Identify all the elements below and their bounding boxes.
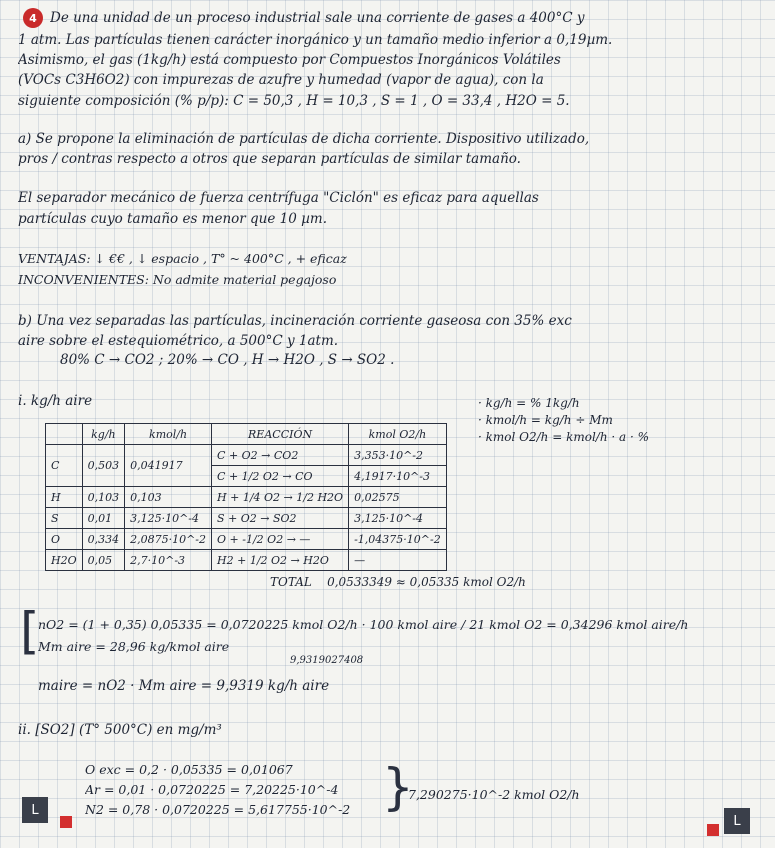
table-cell: 0,334 — [82, 529, 125, 550]
table-row — [46, 550, 447, 571]
left-brace: [ — [20, 602, 40, 660]
red-marker-icon — [60, 816, 72, 828]
table-row — [46, 529, 447, 550]
maire-label: maire = nO2 · Mm aire = — [38, 678, 217, 694]
ventajas-line: VENTAJAS: ↓ €€ , ↓ espacio , T° ~ 400°C , + eficaz — [18, 251, 347, 266]
table-header: kmol/h — [125, 424, 212, 445]
part-a-line-2: pros / contras respecto a otros que separan partículas de similar tamaño. — [18, 151, 521, 167]
table-row — [46, 487, 447, 508]
problem-number-badge: 4 — [23, 8, 43, 28]
table-total — [270, 575, 526, 589]
table-cell: — — [349, 550, 447, 571]
exc-total: 7,290275·10^-2 kmol O2/h — [408, 787, 580, 802]
corner-icon[interactable]: L — [724, 808, 750, 834]
table-header — [46, 424, 83, 445]
exc-line-2: Ar = 0,01 · 0,0720225 = 7,20225·10^-4 — [85, 782, 339, 797]
table-row — [46, 445, 447, 466]
right-brace: } — [382, 758, 414, 816]
table-cell: 0,503 — [82, 445, 125, 487]
table-header: kmol O2/h — [349, 424, 447, 445]
part-a-line-4: partículas cuyo tamaño es menor que 10 µm. — [18, 211, 327, 227]
part-b-line-2: aire sobre el estequiométrico, a 500°C y 1atm. — [18, 333, 339, 349]
section-ii-title: ii. [SO2] (T° 500°C) en mg/m³ — [18, 722, 222, 738]
intro-line-2: 1 atm. Las partículas tienen carácter inorgánico y un tamaño medio inferior a 0,19µm. — [18, 32, 613, 48]
total-value: 0,0533349 ≈ 0,05335 kmol O2/h — [327, 575, 526, 589]
reaction-table — [45, 423, 447, 571]
side-note: · kg/h = % 1kg/h — [478, 396, 580, 410]
table-cell: H + 1/4 O2 → 1/2 H2O — [212, 487, 349, 508]
intro-line-5: siguiente composición (% p/p): C = 50,3 , H = 10,3 , S = 1 , O = 33,4 , H2O = 5. — [18, 93, 570, 109]
table-header-row — [46, 424, 447, 445]
calc-maire-line — [38, 678, 538, 694]
calc-scratch: 9,9319027408 — [290, 655, 364, 666]
red-marker-icon — [707, 824, 719, 836]
bookmark-icon[interactable]: L — [22, 797, 48, 823]
table-cell: 0,103 — [82, 487, 125, 508]
intro-line-4: (VOCs C3H6O2) con impurezas de azufre y humedad (vapor de agua), con la — [18, 72, 544, 88]
table-cell: -1,04375·10^-2 — [349, 529, 447, 550]
table-cell: C + O2 → CO2 — [212, 445, 349, 466]
table-cell: 0,02575 — [349, 487, 447, 508]
calc-mm-line: Mm aire = 28,96 kg/kmol aire — [38, 639, 230, 654]
part-b-line-3: 80% C → CO2 ; 20% → CO , H → H2O , S → SO2 . — [60, 352, 395, 368]
table-cell: 2,7·10^-3 — [125, 550, 212, 571]
section-i-title: i. kg/h aire — [18, 393, 93, 409]
table-cell: 3,125·10^-4 — [349, 508, 447, 529]
total-label: TOTAL — [270, 575, 312, 589]
table-cell: 3,353·10^-2 — [349, 445, 447, 466]
table-cell: H — [46, 487, 83, 508]
side-note: · kmol O2/h = kmol/h · a · % — [478, 430, 650, 444]
exc-line-3: N2 = 0,78 · 0,0720225 = 5,617755·10^-2 — [85, 802, 351, 817]
table-cell: 4,1917·10^-3 — [349, 466, 447, 487]
table-cell: O + -1/2 O2 → — — [212, 529, 349, 550]
intro-line-3: Asimismo, el gas (1kg/h) está compuesto por Compuestos Inorgánicos Volátiles — [18, 52, 561, 68]
part-b-line-1: b) Una vez separadas las partículas, incineración corriente gaseosa con 35% exc — [18, 313, 572, 329]
part-a-line-3: El separador mecánico de fuerza centrífuga "Ciclón" es eficaz para aquellas — [18, 190, 539, 206]
exc-line-1: O exc = 0,2 · 0,05335 = 0,01067 — [85, 762, 293, 777]
table-cell: 3,125·10^-4 — [125, 508, 212, 529]
table-cell: H2 + 1/2 O2 → H2O — [212, 550, 349, 571]
table-cell: 0,041917 — [125, 445, 212, 487]
calc-no2-line: nO2 = (1 + 0,35) 0,05335 = 0,0720225 kmol O2/h · 100 kmol aire / 21 kmol O2 = 0,34296 kmol aire/h — [38, 617, 689, 632]
inconvenientes-line: INCONVENIENTES: No admite material pegajoso — [18, 272, 337, 287]
table-cell: 2,0875·10^-2 — [125, 529, 212, 550]
table-cell: O — [46, 529, 83, 550]
table-cell: 0,05 — [82, 550, 125, 571]
table-cell: H2O — [46, 550, 83, 571]
table-cell: 0,01 — [82, 508, 125, 529]
table-cell: C + 1/2 O2 → CO — [212, 466, 349, 487]
table-cell: 0,103 — [125, 487, 212, 508]
table-cell: S + O2 → SO2 — [212, 508, 349, 529]
table-cell: S — [46, 508, 83, 529]
table-row — [46, 508, 447, 529]
table-header: REACCIÓN — [212, 424, 349, 445]
side-notes — [478, 395, 649, 446]
intro-line-1: De una unidad de un proceso industrial sale una corriente de gases a 400°C y — [50, 10, 585, 26]
table-cell: C — [46, 445, 83, 487]
side-note: · kmol/h = kg/h ÷ Mm — [478, 413, 613, 427]
table-header: kg/h — [82, 424, 125, 445]
part-a-line-1: a) Se propone la eliminación de partículas de dicha corriente. Dispositivo utilizado, — [18, 131, 590, 147]
maire-value: 9,9319 kg/h aire — [216, 678, 329, 694]
